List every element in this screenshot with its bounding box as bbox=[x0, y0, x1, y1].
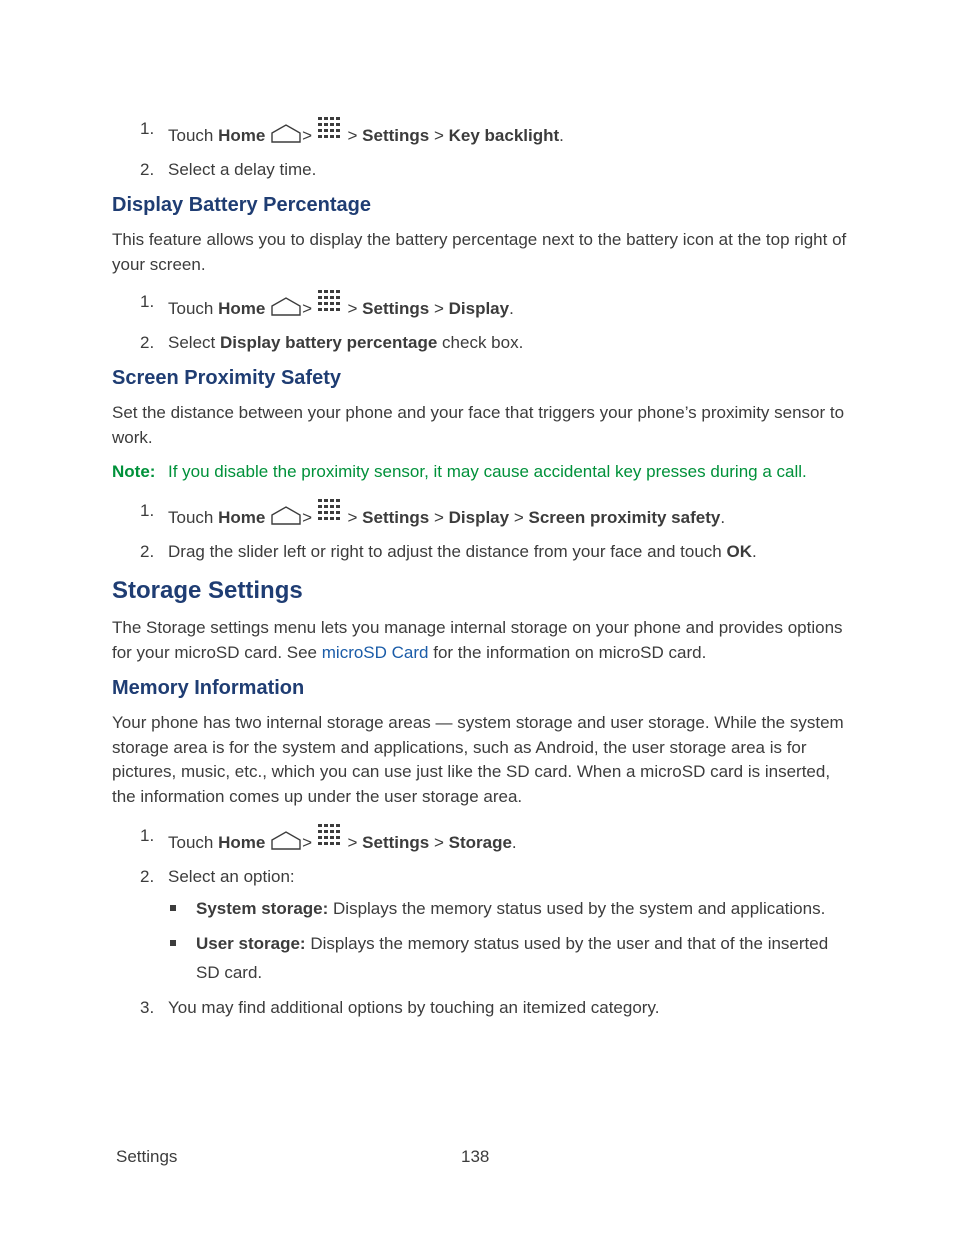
proximity-step-2: 2. Drag the slider left or right to adjust the distance from your face and touch OK. bbox=[140, 542, 757, 561]
home-icon bbox=[270, 123, 302, 143]
memory-step-3: 3. You may find additional options by touching an itemized category. bbox=[140, 998, 660, 1017]
section-heading-memory: Memory Information bbox=[112, 677, 305, 699]
memory-step-1: 1. Touch Home > > Settings > Storage. bbox=[112, 823, 847, 855]
proximity-description: Set the distance between your phone and your face that triggers your phone’s proximity sensor to work. bbox=[112, 403, 845, 447]
apps-grid-icon bbox=[317, 289, 343, 315]
memory-step-2: 2. Select an option: bbox=[140, 867, 295, 886]
home-icon bbox=[270, 296, 302, 316]
home-icon bbox=[270, 505, 302, 525]
apps-grid-icon bbox=[317, 823, 343, 849]
section-heading-proximity: Screen Proximity Safety bbox=[112, 367, 341, 389]
note-text: If you disable the proximity sensor, it may cause accidental key presses during a call. bbox=[168, 462, 807, 481]
bullet-user-storage: User storage: Displays the memory status used by the user and that of the inserted SD card. bbox=[112, 929, 847, 987]
battery-step-2: 2. Select Display battery percentage check box. bbox=[140, 333, 524, 352]
apps-grid-icon bbox=[317, 498, 343, 524]
document-page bbox=[112, 108, 847, 1020]
microsd-card-link[interactable]: microSD Card bbox=[321, 642, 429, 662]
section-heading-storage: Storage Settings bbox=[112, 577, 303, 604]
note bbox=[112, 459, 847, 484]
home-icon bbox=[270, 830, 302, 850]
bullet-system-storage: System storage: Displays the memory status used by the system and applications. bbox=[112, 894, 847, 923]
footer-page-number: 138 bbox=[461, 1147, 490, 1166]
step-2: 2. Select a delay time. bbox=[140, 160, 317, 179]
memory-description: Your phone has two internal storage areas — system storage and user storage. While the system storage area is for the system and applications, such as Android, the user storage area is for pictures, music, etc., which you can use just like the SD card. When a microSD card is inserted, the information comes up under the user storage area. bbox=[112, 713, 844, 806]
proximity-step-1: 1. Touch Home > > Settings > Display > Screen proximity safety. bbox=[112, 498, 847, 530]
footer-section-name: Settings bbox=[116, 1147, 178, 1166]
step-1: 1. Touch Home > > Settings > Key backlight. bbox=[112, 116, 847, 148]
apps-grid-icon bbox=[317, 116, 343, 142]
bullet-square-icon bbox=[170, 905, 176, 911]
bullet-square-icon bbox=[170, 940, 176, 946]
battery-description: This feature allows you to display the battery percentage next to the battery icon at the top right of your screen. bbox=[112, 230, 847, 274]
battery-step-1: 1. Touch Home > > Settings > Display. bbox=[112, 289, 847, 321]
storage-description: The Storage settings menu lets you manage internal storage on your phone and provides options for your microSD card. See microSD Card for the information on microSD card. bbox=[112, 618, 843, 662]
section-heading-battery: Display Battery Percentage bbox=[112, 194, 372, 216]
note-label: Note: bbox=[112, 462, 156, 481]
